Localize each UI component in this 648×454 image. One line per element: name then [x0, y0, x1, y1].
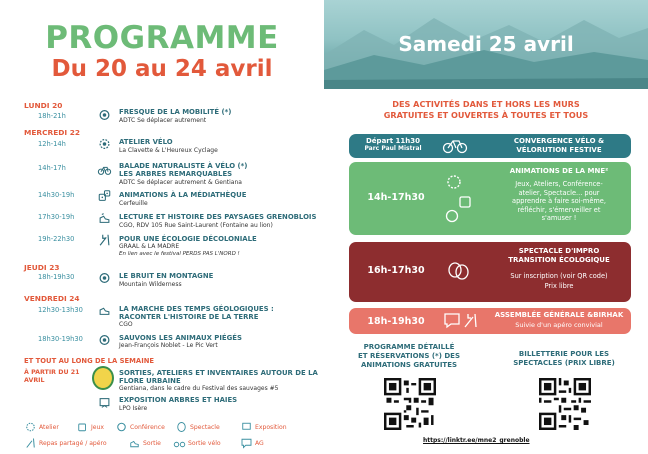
block-title: ANIMATIONS DE LA MNE²	[509, 167, 609, 175]
block-title: SPECTACLE D'IMPRO TRANSITION ÉCOLOGIQUE	[508, 247, 610, 264]
legend-spectacle: Spectacle	[175, 421, 220, 433]
event-organizer: Mountain Wilderness	[119, 281, 182, 288]
event-time: 14h30-19h	[38, 191, 75, 199]
event-note: En lien avec le festival PERDS PAS L'NORD !	[119, 251, 240, 257]
games-icon	[96, 189, 113, 203]
block-title: ASSEMBLÉE GÉNÉRALE &BIRHAK	[494, 311, 624, 319]
event-title: ANIMATIONS À LA MÉDIATHÈQUE	[119, 191, 247, 199]
event-time: 18h-21h	[38, 112, 66, 120]
event-time: 12h30-13h30	[38, 306, 83, 314]
event-title-line2: RACONTER L'HISTOIRE DE LA TERRE	[119, 313, 259, 321]
exhibition-icon	[240, 421, 253, 433]
block-title: CONVERGENCE VÉLO & VÉLORUTION FESTIVE	[513, 137, 605, 154]
workshop-icon	[96, 137, 113, 151]
event-title: SORTIES, ATELIERS ET INVENTAIRES AUTOUR DE LA	[119, 369, 318, 377]
event-organizer: La Clavette & L'Heureux Cyclage	[119, 147, 218, 154]
event-organizer: Jean-François Noblet - Le Pic Vert	[119, 342, 218, 349]
event-title-line2: LES ARBRES REMARQUABLES	[119, 170, 233, 178]
walk-icon	[128, 437, 141, 449]
day-label: VENDREDI 24	[24, 294, 80, 303]
block-description: Jeux, Ateliers, Conférence- atelier, Spectacle... pour apprendre à faire soi-même, réfléchir, s'émerveiller et s'amuser !	[512, 180, 606, 223]
conference-icon	[96, 271, 113, 285]
meal-icon	[463, 312, 479, 329]
event-title: SAUVONS LES ANIMAUX PIÉGÉS	[119, 334, 242, 342]
event-organizer: Gentiana, dans le cadre du Festival des sauvages #5	[119, 385, 279, 392]
legend-exposition: Exposition	[240, 421, 287, 433]
event-organizer: CGO	[119, 321, 133, 328]
from-date-label: À PARTIR DU 21 AVRIL	[24, 369, 80, 384]
walk-icon	[96, 211, 113, 225]
meal-icon	[24, 437, 37, 449]
legend-sortie-velo: Sortie vélo	[173, 437, 221, 449]
linktree-link[interactable]: https://linktr.ee/mne2_grenoble	[423, 437, 530, 444]
event-time: 18h30-19h30	[38, 335, 83, 343]
event-time: 18h-19h30	[38, 273, 75, 281]
legend-conference: Conférence	[115, 421, 165, 433]
general-assembly-block	[349, 308, 631, 334]
mne-animations-block	[349, 162, 631, 235]
impro-show-block	[349, 242, 631, 302]
speech-bubble-icon	[443, 312, 461, 329]
programme-qr-code[interactable]	[384, 378, 436, 430]
event-organizer: GRAAL & LA MADRE	[119, 243, 180, 250]
activity-icons	[444, 172, 474, 226]
block-time: 16h-17h30	[367, 265, 425, 276]
meal-icon	[96, 233, 113, 247]
event-organizer: ADTC Se déplacer autrement	[119, 117, 207, 124]
event-title: LA MARCHE DES TEMPS GÉOLOGIQUES :	[119, 305, 274, 313]
day-label: LUNDI 20	[24, 101, 63, 110]
theatre-mask-icon	[446, 259, 470, 283]
workshop-icon	[24, 421, 37, 433]
day-label: MERCREDI 22	[24, 128, 80, 137]
legend-repas: Repas partagé / apéro	[24, 437, 107, 449]
legend-ag: AG	[240, 437, 264, 449]
festival-poster-image	[92, 366, 114, 390]
event-title: POUR UNE ÉCOLOGIE DÉCOLONIALE	[119, 235, 257, 243]
right-panel	[324, 0, 648, 454]
ticketing-qr-label: BILLETTERIE POUR LES SPECTACLES (PRIX LIBRE)	[513, 350, 615, 367]
event-title-line2: FLORE URBAINE	[119, 377, 181, 385]
ticketing-qr-code[interactable]	[539, 378, 591, 430]
speech-bubble-icon	[240, 437, 253, 449]
bike-icon	[96, 163, 113, 177]
event-title: BALADE NATURALISTE À VÉLO (*)	[119, 162, 248, 170]
all-week-heading: ET TOUT AU LONG DE LA SEMAINE	[24, 357, 155, 365]
event-title: FRESQUE DE LA MOBILITÉ (*)	[119, 108, 232, 116]
programme-qr-label: PROGRAMME DÉTAILLÉ ET RÉSERVATIONS (*) DES ANIMATIONS GRATUITES	[358, 343, 460, 369]
activities-headline: DES ACTIVITÉS DANS ET HORS LES MURS GRATUITES ET OUVERTES À TOUTES ET TOUS	[383, 99, 589, 120]
event-organizer: ADTC Se déplacer autrement & Gentiana	[119, 179, 242, 186]
block-time: 18h-19h30	[367, 316, 425, 327]
event-title: ATELIER VÉLO	[119, 138, 173, 146]
block-description: Suivie d'un apéro convivial	[515, 321, 603, 329]
event-organizer: Cerfeuille	[119, 200, 148, 207]
conference-icon	[96, 108, 113, 122]
event-organizer: CGO, RDV 105 Rue Saint-Laurent (Fontaine au lion)	[119, 222, 273, 229]
saturday-title: Samedi 25 avril	[398, 32, 574, 56]
legend-sortie: Sortie	[128, 437, 161, 449]
programme-title: PROGRAMME	[45, 20, 279, 56]
block-time: Départ 11h30 Parc Paul Mistral	[364, 137, 422, 152]
programme-dates: Du 20 au 24 avril	[51, 56, 273, 82]
bike-icon	[173, 437, 186, 449]
event-title: LE BRUIT EN MONTAGNE	[119, 272, 214, 280]
event-title: EXPOSITION ARBRES ET HAIES	[119, 396, 238, 404]
games-icon	[76, 421, 89, 433]
exhibition-icon	[96, 396, 113, 410]
conference-icon	[115, 421, 128, 433]
event-time: 12h-14h	[38, 140, 66, 148]
day-label: JEUDI 23	[24, 263, 60, 272]
event-time: 14h-17h	[38, 164, 66, 172]
event-organizer: LPO Isère	[119, 405, 148, 412]
block-time: 14h-17h30	[367, 192, 425, 203]
mountain-banner	[324, 0, 648, 89]
theatre-mask-icon	[175, 421, 188, 433]
conference-icon	[96, 333, 113, 347]
legend-jeux: Jeux	[76, 421, 104, 433]
event-title: LECTURE ET HISTOIRE DES PAYSAGES GRENOBLOIS	[119, 213, 317, 221]
legend-atelier: Atelier	[24, 421, 59, 433]
walk-icon	[96, 303, 113, 317]
event-time: 17h30-19h	[38, 213, 75, 221]
bike-icon	[442, 138, 468, 154]
block-description: Sur inscription (voir QR code) Prix libre	[510, 272, 608, 290]
event-time: 19h-22h30	[38, 235, 75, 243]
bike-convergence-block	[349, 134, 631, 158]
